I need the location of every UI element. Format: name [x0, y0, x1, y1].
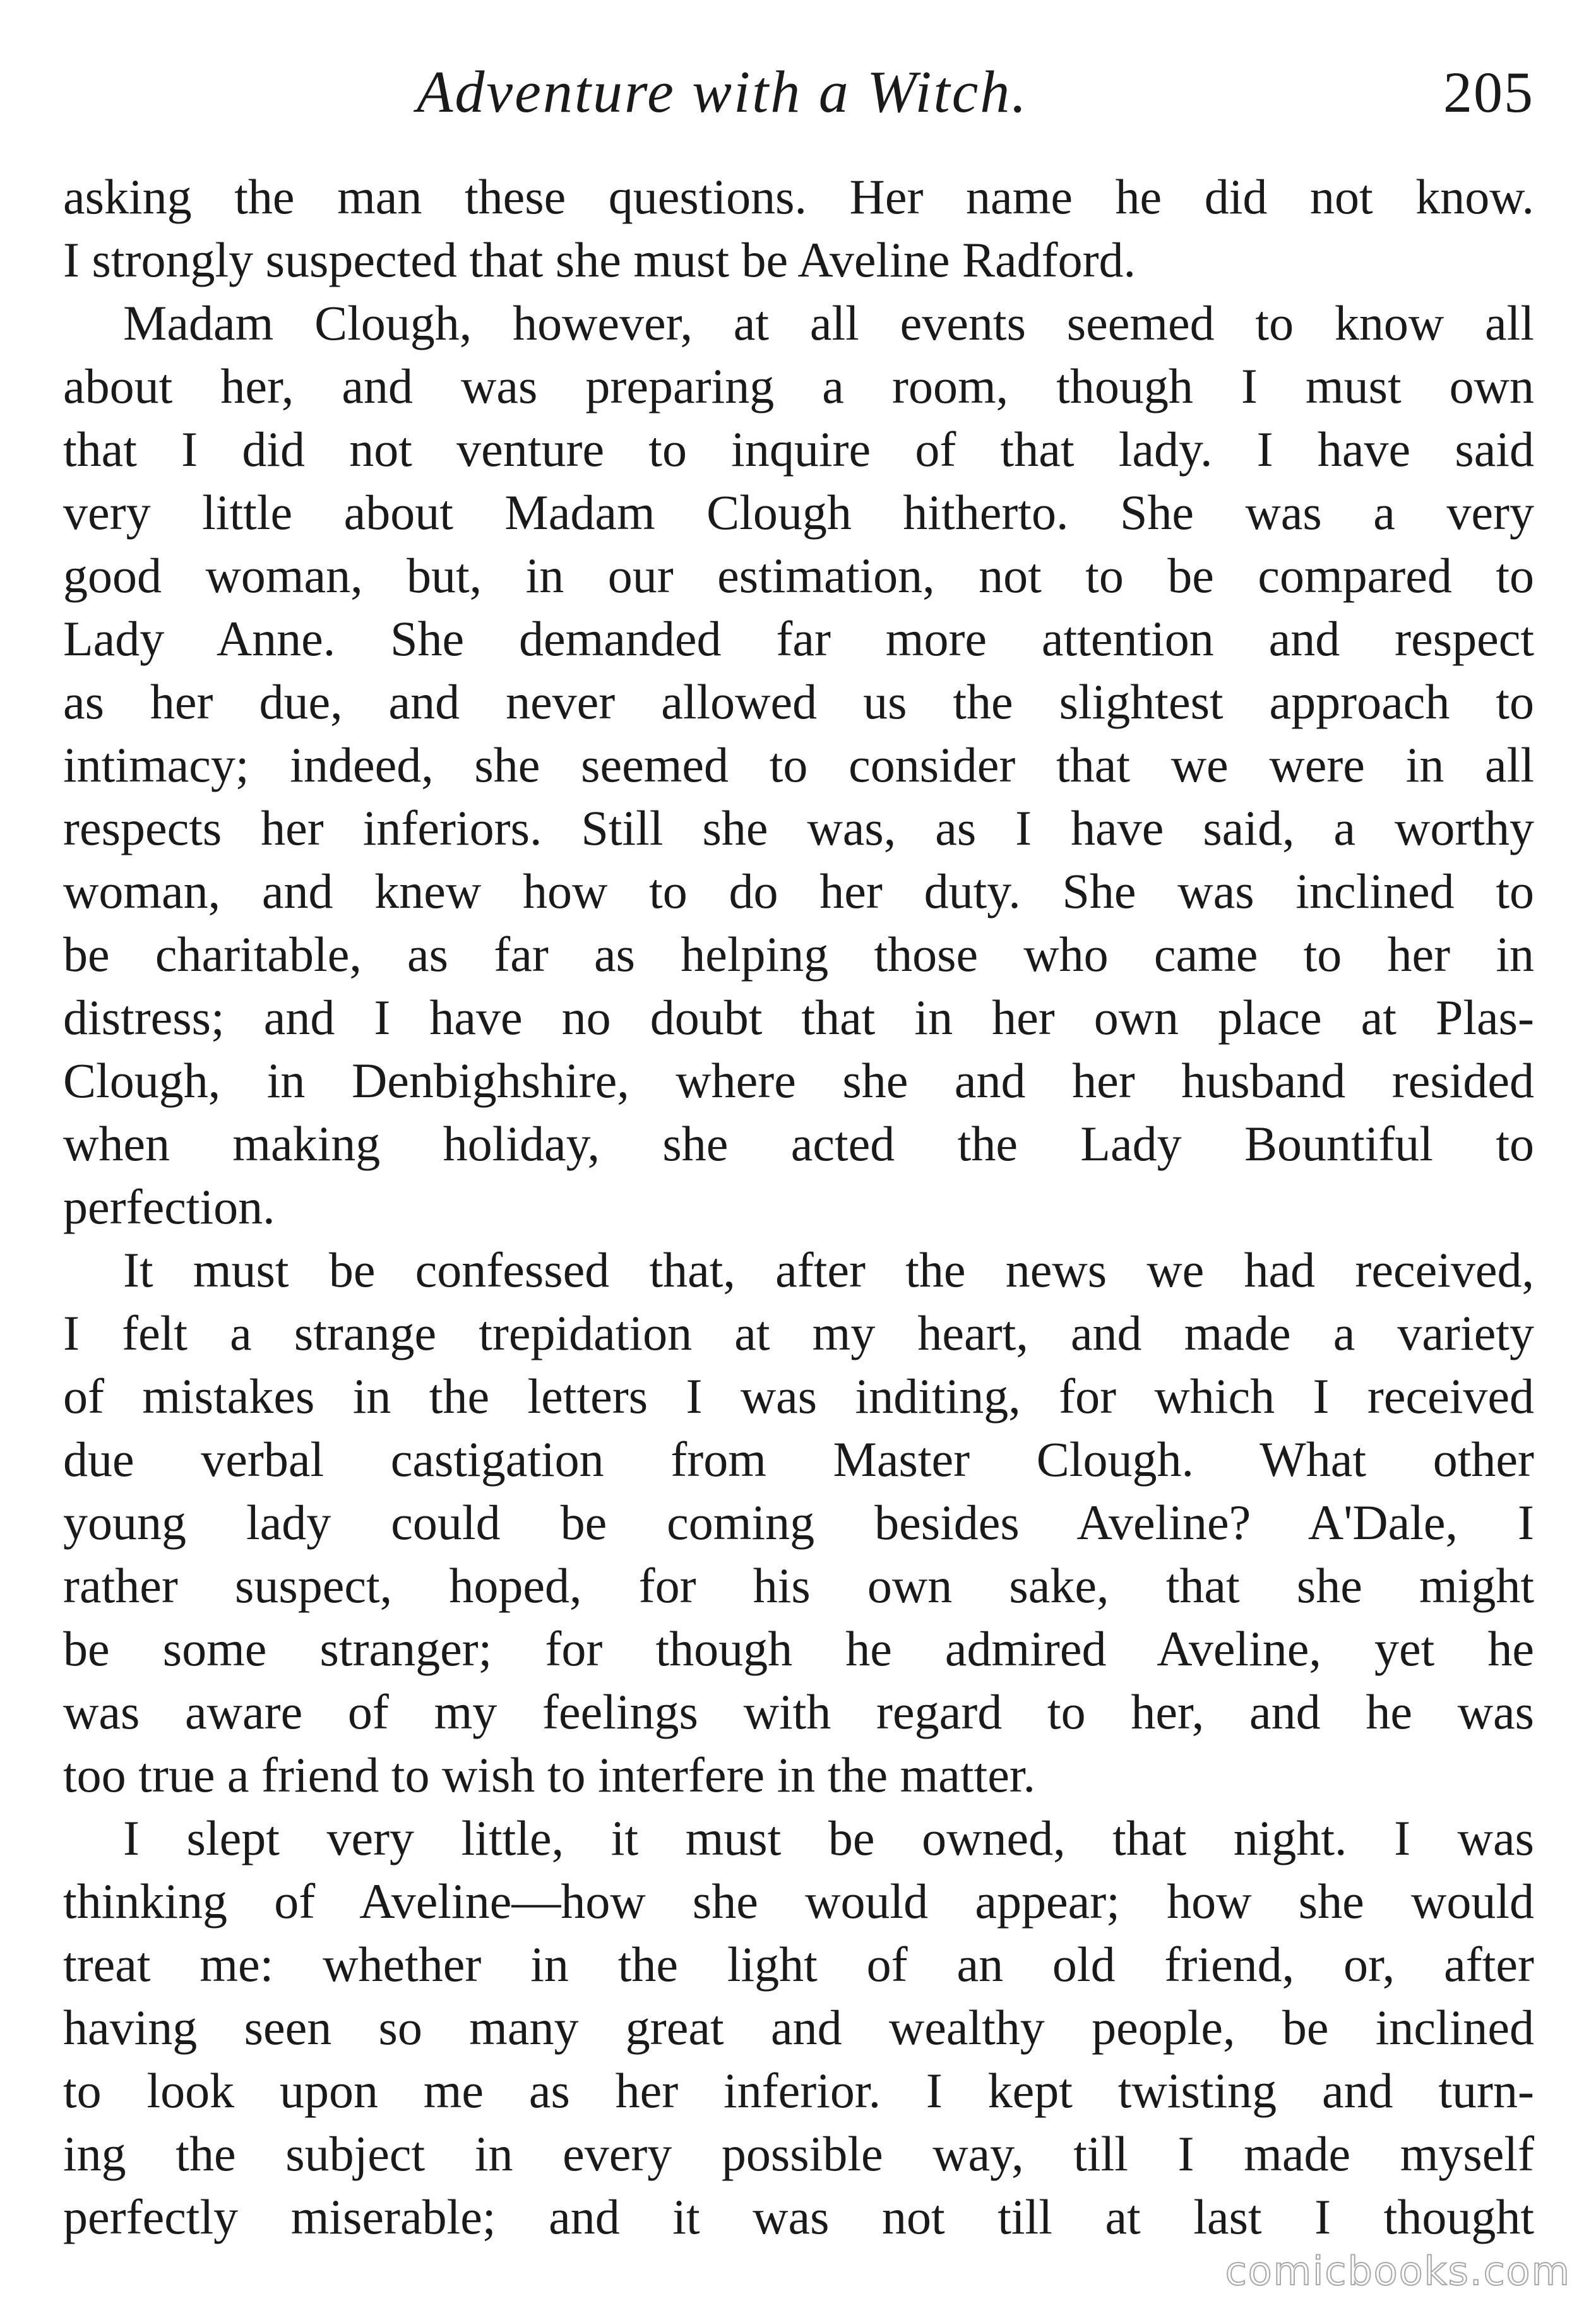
text-line: I strongly suspected that she must be Aveline Radford.: [63, 232, 1136, 287]
text-line: distress; and I have no doubt that in her own place at Plas-: [63, 990, 1534, 1045]
text-line: young lady could be coming besides Aveline? A'Dale, I: [63, 1495, 1534, 1550]
text-line: good woman, but, in our estimation, not to be compared to: [63, 548, 1534, 603]
text-line: I felt a strange trepidation at my heart, and made a variety: [63, 1306, 1534, 1360]
text-line: woman, and knew how to do her duty. She was inclined to: [63, 864, 1534, 919]
text-line: perfection.: [63, 1179, 275, 1234]
text-line: having seen so many great and wealthy people, be inclined: [63, 2000, 1534, 2055]
text-line: that I did not venture to inquire of that lady. I have said: [63, 422, 1534, 477]
text-line: was aware of my feelings with regard to her, and he was: [63, 1684, 1534, 1739]
text-line: of mistakes in the letters I was inditing, for which I received: [63, 1369, 1534, 1424]
page-number: 205: [1443, 60, 1534, 124]
text-line: I slept very little, it must be owned, that night. I was: [123, 1811, 1534, 1865]
text-line: respects her inferiors. Still she was, as I have said, a worthy: [63, 800, 1534, 855]
text-line: to look upon me as her inferior. I kept twisting and turn-: [63, 2063, 1534, 2118]
text-line: Madam Clough, however, at all events seemed to know all: [123, 295, 1534, 350]
watermark: comicbooks.com: [1225, 2248, 1571, 2294]
text-line: rather suspect, hoped, for his own sake, that she might: [63, 1558, 1534, 1613]
text-line: be some stranger; for though he admired Aveline, yet he: [63, 1621, 1534, 1676]
text-line: asking the man these questions. Her name he did not know.: [63, 169, 1534, 224]
text-line: about her, and was preparing a room, though I must own: [63, 359, 1534, 413]
text-line: treat me: whether in the light of an old friend, or, after: [63, 1937, 1534, 1992]
text-line: perfectly miserable; and it was not till at last I thought: [63, 2189, 1534, 2244]
text-line: due verbal castigation from Master Clough. What other: [63, 1432, 1534, 1487]
text-line: Lady Anne. She demanded far more attention and respect: [63, 611, 1534, 666]
text-line: very little about Madam Clough hitherto. She was a very: [63, 485, 1534, 540]
text-line: intimacy; indeed, she seemed to consider that we were in all: [63, 737, 1534, 792]
text-line: Clough, in Denbighshire, where she and her husband resided: [63, 1053, 1534, 1108]
text-line: ing the subject in every possible way, till I made myself: [63, 2126, 1534, 2181]
text-line: be charitable, as far as helping those who came to her in: [63, 927, 1534, 982]
text-line: thinking of Aveline—how she would appear; how she would: [63, 1874, 1534, 1929]
running-title: Adventure with a Witch.: [417, 59, 1028, 125]
text-line: as her due, and never allowed us the slightest approach to: [63, 674, 1534, 729]
running-head: [63, 54, 1534, 130]
body-text: [63, 165, 1534, 2249]
text-line: when making holiday, she acted the Lady Bountiful to: [63, 1116, 1534, 1171]
text-line: too true a friend to wish to interfere in the matter.: [63, 1747, 1036, 1802]
text-line: It must be confessed that, after the news we had received,: [123, 1242, 1534, 1297]
